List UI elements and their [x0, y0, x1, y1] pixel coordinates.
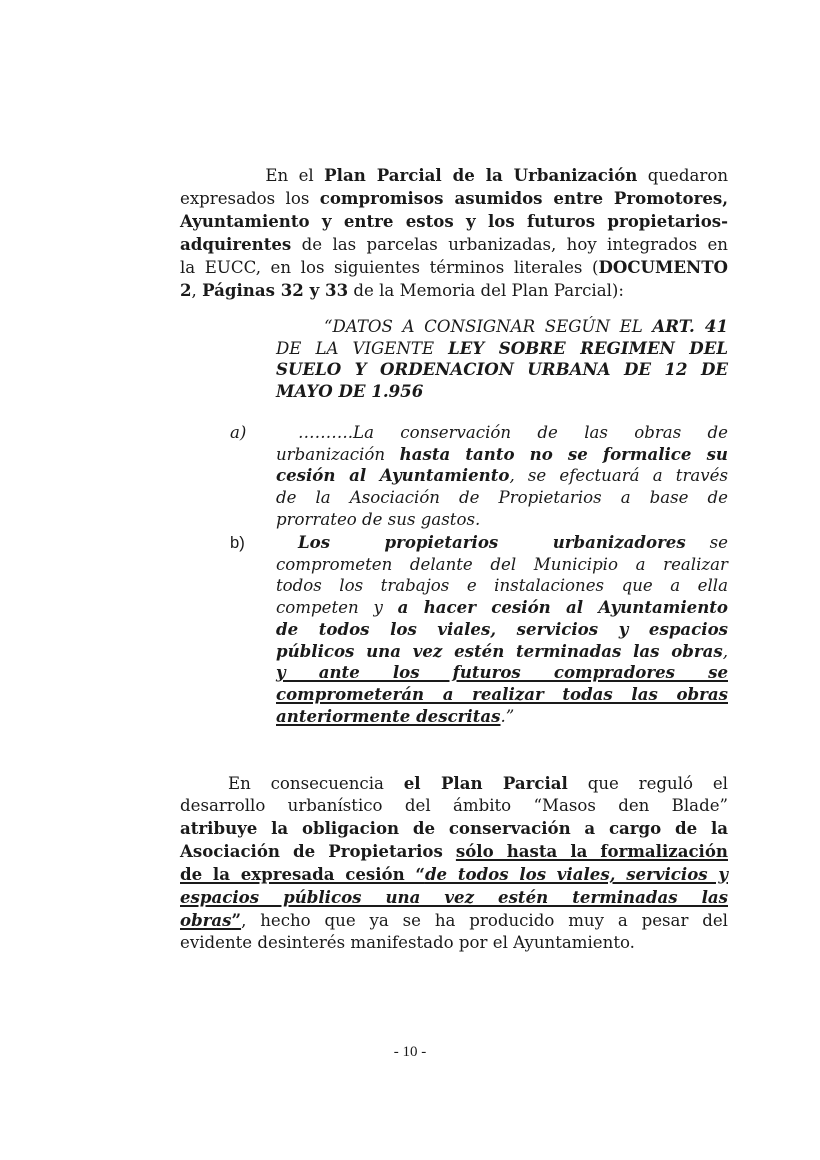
line: comprometerán a realizar todas las obras: [276, 683, 728, 704]
line: expresados los compromisos asumidos entre Promotores,: [180, 188, 728, 208]
line: competen y a hacer cesión al Ayuntamiento: [276, 597, 729, 618]
line: todos los trabajos e instalaciones que a ella: [276, 576, 728, 596]
line: públicos una vez estén terminadas las obras,: [276, 640, 728, 661]
list-marker-b: b): [230, 533, 245, 552]
line: urbanización hasta tanto no se formalice su: [276, 443, 728, 464]
line: de la expresada cesión “de todos los viales, servicios y: [180, 864, 728, 884]
line: 2, Páginas 32 y 33 de la Memoria del Plan Parcial):: [180, 280, 624, 300]
line: En consecuencia el Plan Parcial que reguló el: [228, 773, 728, 793]
line: desarrollo urbanístico del ámbito “Masos den Blade”: [180, 796, 728, 815]
quote-header: [276, 316, 728, 403]
line: la EUCC, en los siguientes términos literales (DOCUMENTO: [180, 257, 728, 277]
line: anteriormente descritas.”: [276, 705, 515, 726]
page-number: - 10 -: [393, 1044, 427, 1060]
line: espacios públicos una vez estén terminadas las: [180, 887, 728, 907]
line: atribuye la obligacion de conservación a cargo de la: [180, 818, 728, 838]
line: de la Asociación de Propietarios a base de: [276, 488, 728, 508]
intro-paragraph: [180, 164, 728, 302]
line: evidente desinterés manifestado por el Ayuntamiento.: [180, 933, 635, 952]
list-item-b: [276, 532, 728, 727]
line: Los propietarios urbanizadores se: [298, 532, 728, 552]
line: Asociación de Propietarios sólo hasta la formalización: [180, 841, 728, 861]
line: prorrateo de sus gastos.: [276, 509, 481, 529]
line: En el Plan Parcial de la Urbanización quedaron: [265, 165, 729, 185]
line: Ayuntamiento y entre estos y los futuros propietarios-: [180, 211, 728, 231]
line: DE LA VIGENTE LEY SOBRE REGIMEN DEL: [276, 337, 729, 358]
line: MAYO DE 1.956: [276, 381, 424, 402]
line: comprometen delante del Municipio a realizar: [276, 554, 728, 574]
list-item-a: [276, 422, 728, 531]
list-marker-a: a): [230, 423, 247, 442]
line: de todos los viales, servicios y espacios: [276, 618, 728, 639]
line: SUELO Y ORDENACION URBANA DE 12 DE: [276, 359, 728, 380]
line: adquirentes de las parcelas urbanizadas, hoy integrados en: [180, 234, 728, 254]
line: “DATOS A CONSIGNAR SEGÚN EL ART. 41: [324, 316, 728, 336]
line: cesión al Ayuntamiento, se efectuará a través: [276, 465, 728, 486]
conclusion-paragraph: [180, 772, 728, 954]
line: y ante los futuros compradores se: [276, 662, 728, 683]
line: ……….La conservación de las obras de: [298, 423, 728, 442]
line: obras”, hecho que ya se ha producido muy a pesar del: [180, 910, 728, 930]
